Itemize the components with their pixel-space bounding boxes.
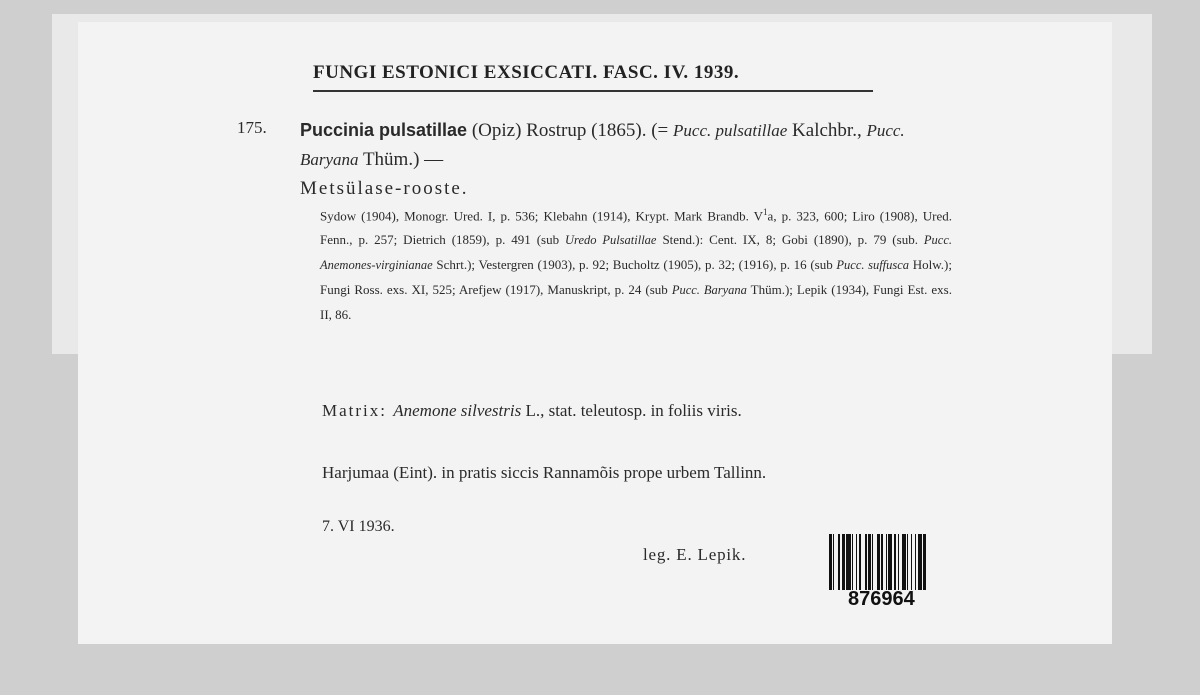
reference-text: Schrt.); Vestergren (1903), p. 92; Bucholtz (1905), p. 32; (1916), p. 16 (sub xyxy=(432,256,837,272)
barcode-icon xyxy=(829,534,951,590)
species-author: (Opiz) Rostrup (1865). (= xyxy=(471,120,674,141)
title-underline xyxy=(313,90,873,92)
references-block: Sydow (1904), Monogr. Ured. I, p. 536; Klebahn (1914), Krypt. Mark Brandb. $V^1a$, p. 323, 600; Liro (1908), Ured. Fenn., p. 257; Dietrich (1859), p. 491 (sub Uredo Pulsatillae Stend.): Cent. IX, 8; Gobi (1890), p. 79 (sub. Pucc. Anemones-virginianae Schrt.); Vestergren (1903), p. 92; Bucholtz (1905), p. 32; (1916), p. 16 (sub Pucc. suffusca Holw.); Fungi Ross. exs. XI, 525; Arefjew (1917), Manuskript, p. 24 (sub Pucc. Baryana Thüm.); Lepik (1934), Fungi Est. exs. II, 86. xyxy=(320,207,952,322)
synonym-2: Pucc. Baryana xyxy=(300,121,905,169)
common-name: Metsülase-rooste. xyxy=(300,178,469,199)
matrix-block xyxy=(322,397,952,424)
reference-text: a, p. 323, 600; Liro (1908), Ured. Fenn., p. 257; Dietrich (1859), p. 491 (sub xyxy=(320,208,952,248)
synonym-1-author: Kalchbr., xyxy=(787,120,867,141)
reference-text: Holw.); Fungi Ross. exs. XI, 525; Arefjew (1917), Manuskript, p. 24 (sub xyxy=(320,256,952,297)
barcode-stripe xyxy=(926,534,927,590)
matrix-rest: L., stat. teleutosp. in foliis viris. xyxy=(521,401,742,420)
barcode-number: 876964 xyxy=(848,588,915,610)
collection-date: 7. VI 1936. xyxy=(322,518,395,535)
matrix-prefix: Matrix: xyxy=(322,401,394,420)
reference-italic: Pucc. Baryana xyxy=(671,282,747,297)
locality: Harjumaa (Eint). in pratis siccis Rannamõis prope urbem Tallinn. xyxy=(322,463,767,482)
species-block xyxy=(300,116,960,203)
reference-text: Sydow (1904), Monogr. Ured. I, p. 536; Klebahn (1914), Krypt. Mark Brandb. V xyxy=(320,208,764,224)
reference-italic: Pucc. Anemones-virginianae xyxy=(320,233,952,272)
species-name: Puccinia pulsatillae xyxy=(300,120,468,140)
synonym-1: Pucc. pulsatillae xyxy=(673,121,788,140)
specimen-number: 175. xyxy=(237,118,267,137)
reference-italic: Pucc. suffusca xyxy=(836,257,910,272)
host-name: Anemone silvestris xyxy=(393,401,522,420)
reference-italic: Uredo Pulsatillae xyxy=(565,233,657,248)
reference-text: Stend.): Cent. IX, 8; Gobi (1890), p. 79 (sub. xyxy=(656,232,924,248)
synonym-2-author: Thüm.) — xyxy=(358,149,444,170)
collector: leg. E. Lepik. xyxy=(643,545,747,564)
reference-text: Thüm.); Lepik (1934), Fungi Est. exs. II, 86. xyxy=(320,281,952,322)
label-title: FUNGI ESTONICI EXSICCATI. FASC. IV. 1939. xyxy=(313,62,740,83)
